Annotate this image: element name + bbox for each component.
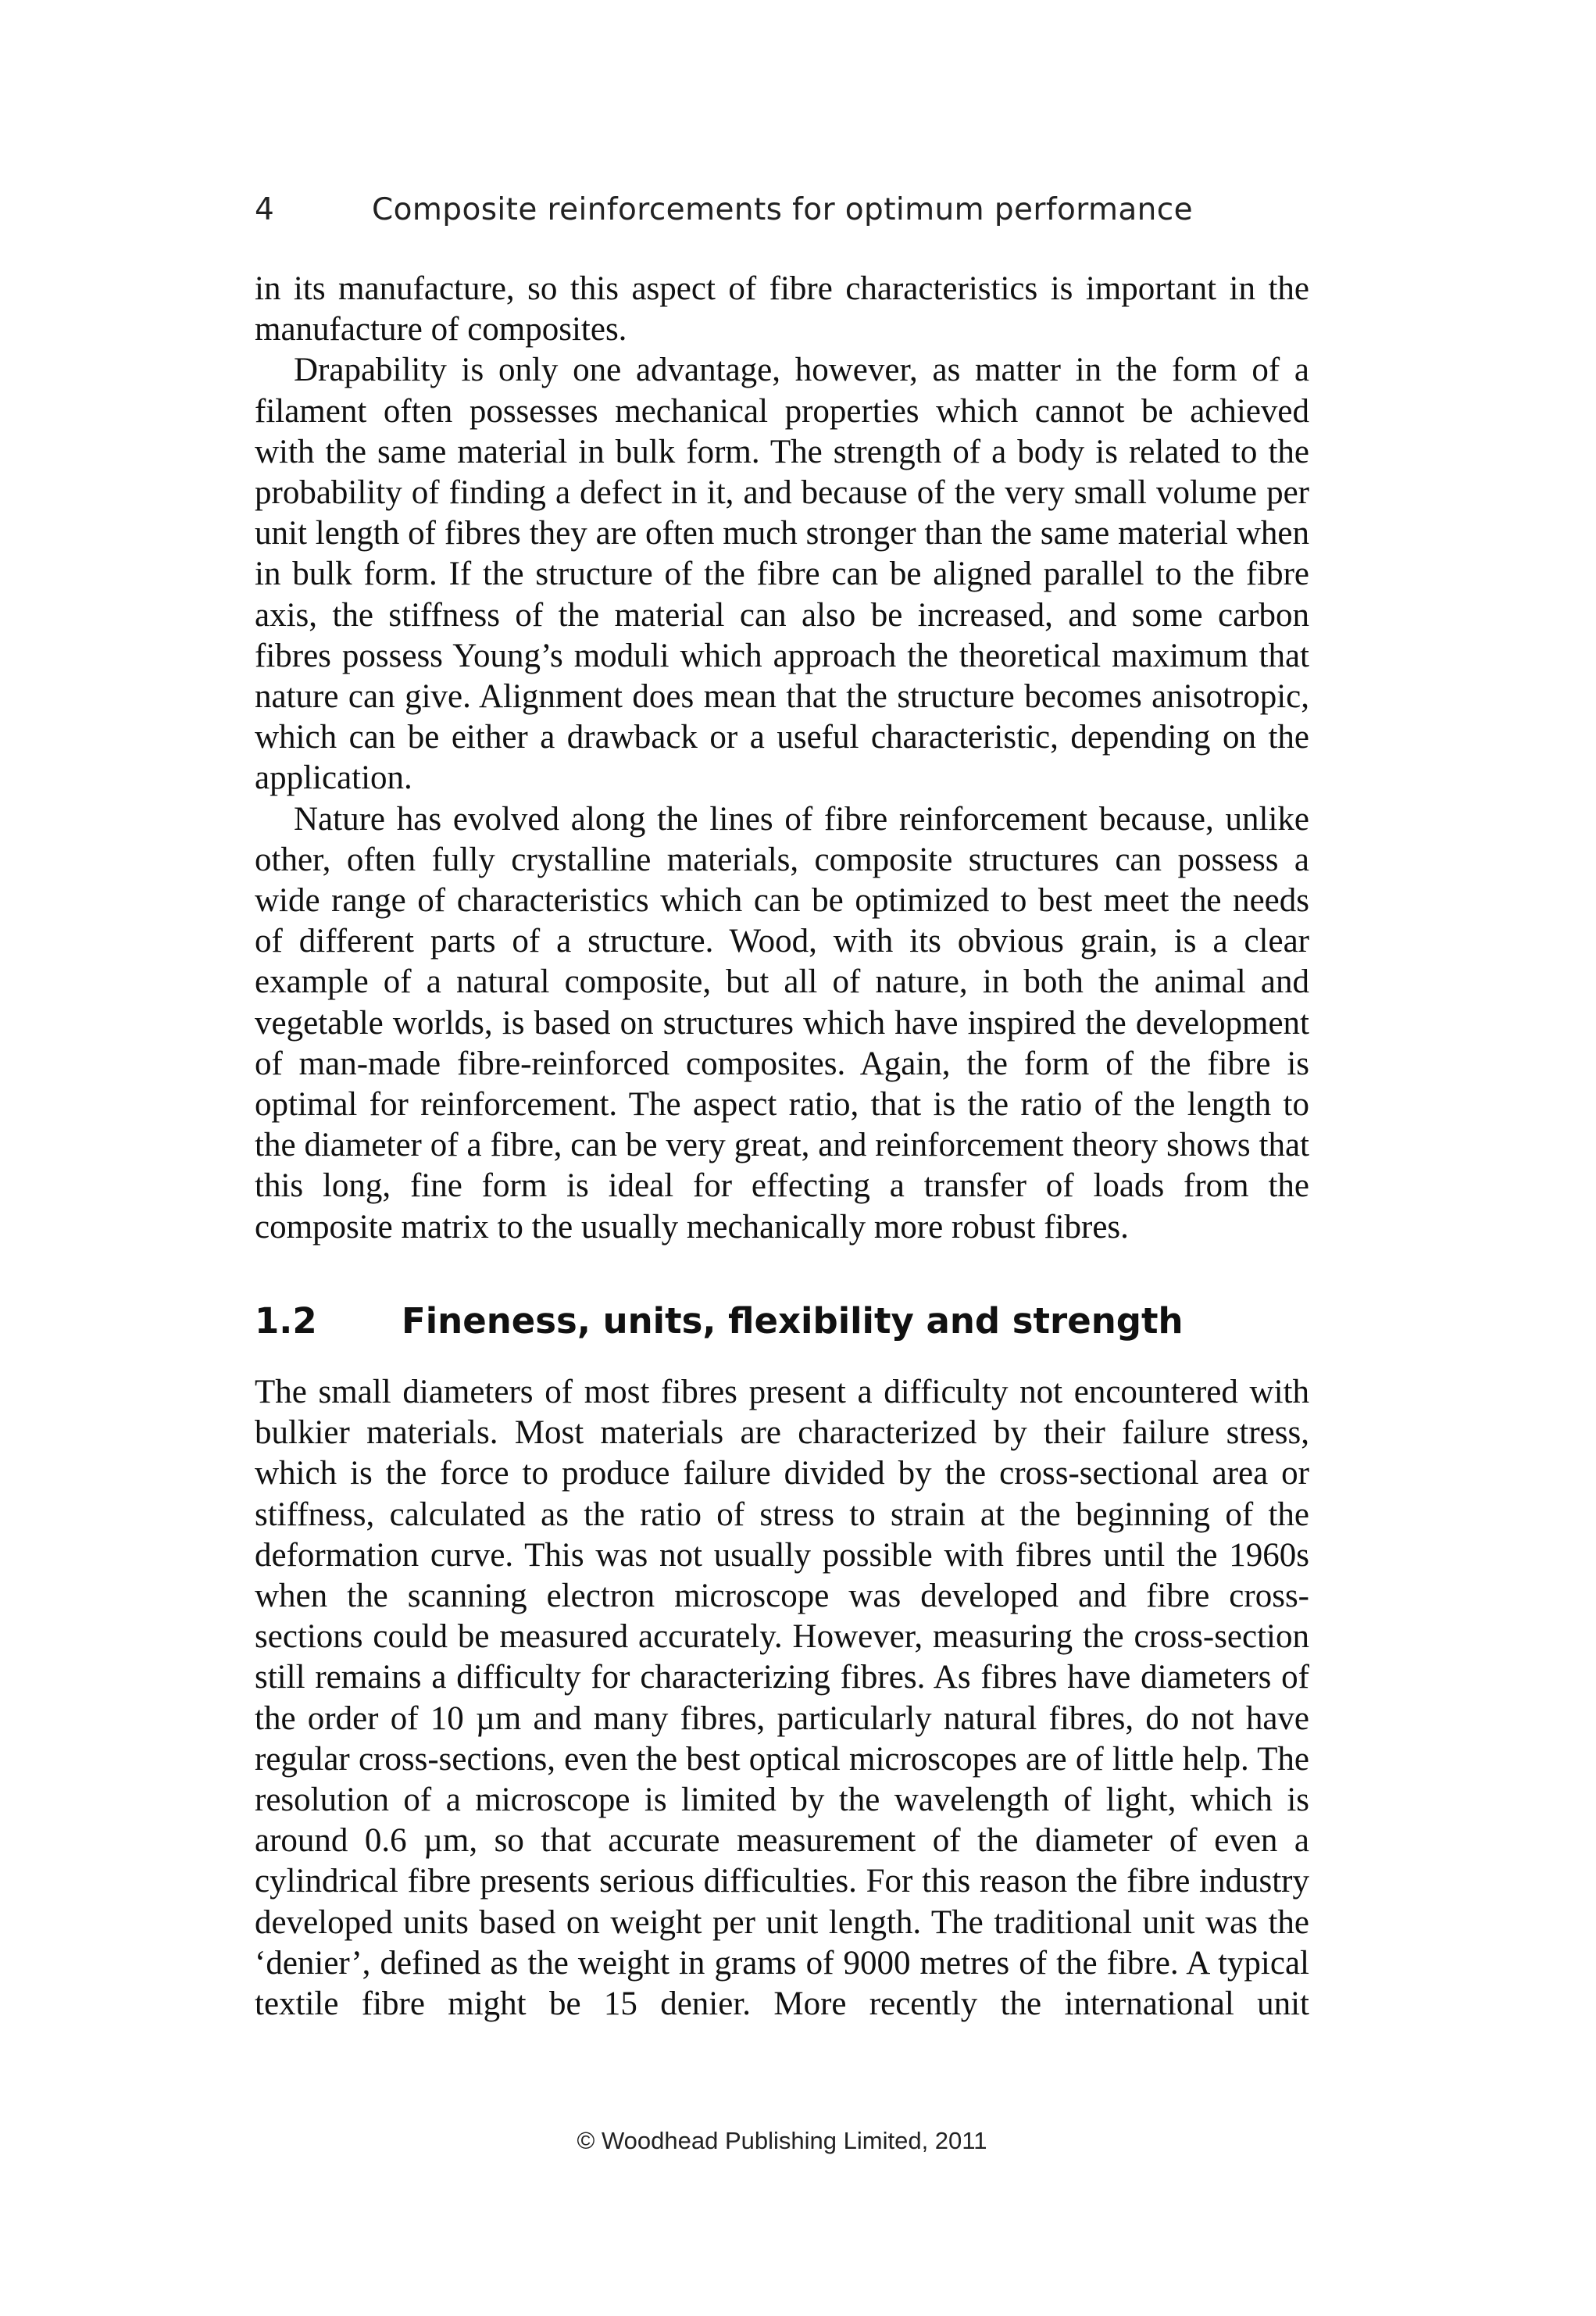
paragraph-continued: in its manufacture, so this aspect of fibre characteristics is important in the manufacture of composites.: [255, 270, 1309, 348]
copyright-footer: © Woodhead Publishing Limited, 2011: [577, 2127, 987, 2154]
body-text-top: [255, 269, 1309, 1248]
running-head: [255, 192, 1309, 239]
paragraph-drapability: Drapability is only one advantage, however, as matter in the form of a filament often possesses mechanical properties which cannot be achieved with the same material in bulk form. The strength of a body is related to the probability of finding a defect in it, and because of the very small volume per unit length of fibres they are often much stronger than the same material when in bulk form. If the structure of the fibre can be aligned parallel to the fibre axis, the stiffness of the material can also be increased, and some carbon fibres possess Young’s moduli which approach the theoretical maximum that nature can give. Alignment does mean that the structure becomes anisotropic, which can be either a drawback or a useful characteristic, depending on the application.: [255, 352, 1309, 797]
paragraph-small-diameters: The small diameters of most fibres present a difficulty not encountered with bulkier materials. Most materials are characterized by their failure stress, which is the force to produce failure divided by the cross-sectional area or stiffness, calculated as the ratio of stress to strain at the beginning of the deformation curve. This was not usually possible with fibres until the 1960s when the scanning electron microscope was developed and fibre cross-sections could be measured accurately. However, measuring the cross-section still remains a difficulty for characterizing fibres. As fibres have diameters of the order of 10 µm and many fibres, particularly natural fibres, do not have regular cross-sections, even the best optical microscopes are of little help. The resolution of a microscope is limited by the wavelength of light, which is around 0.6 µm, so that accurate measurement of the diameter of even a cylindrical fibre presents serious difficulties. For this reason the fibre industry developed units based on weight per unit length. The traditional unit was the ‘denier’, defined as the weight in grams of 9000 metres of the fibre. A typical textile fibre might be 15 denier. More recently the international unit: [255, 1374, 1309, 2023]
body-text-section: [255, 1372, 1309, 2025]
paragraph-nature: Nature has evolved along the lines of fibre reinforcement because, unlike other, often fully crystalline materials, composite structures can possess a wide range of characteristics which can be optimized to best meet the needs of different parts of a structure. Wood, with its obvious grain, is a clear example of a natural composite, but all of nature, in both the animal and vegetable worlds, is based on structures which have inspired the development of man-made fibre-reinforced composites. Again, the form of the fibre is optimal for reinforcement. The aspect ratio, that is the ratio of the length to the diameter of a fibre, can be very great, and reinforcement theory shows that this long, fine form is ideal for effecting a transfer of loads from the composite matrix to the usually mechanically more robust fibres.: [255, 800, 1309, 1246]
book-title: Composite reinforcements for optimum performance: [372, 192, 1194, 227]
page-number: 4: [255, 192, 275, 227]
section-number: 1.2: [255, 1300, 317, 1342]
section-title: Fineness, units, flexibility and strength: [402, 1300, 1184, 1342]
section-heading: [255, 1300, 1309, 1350]
